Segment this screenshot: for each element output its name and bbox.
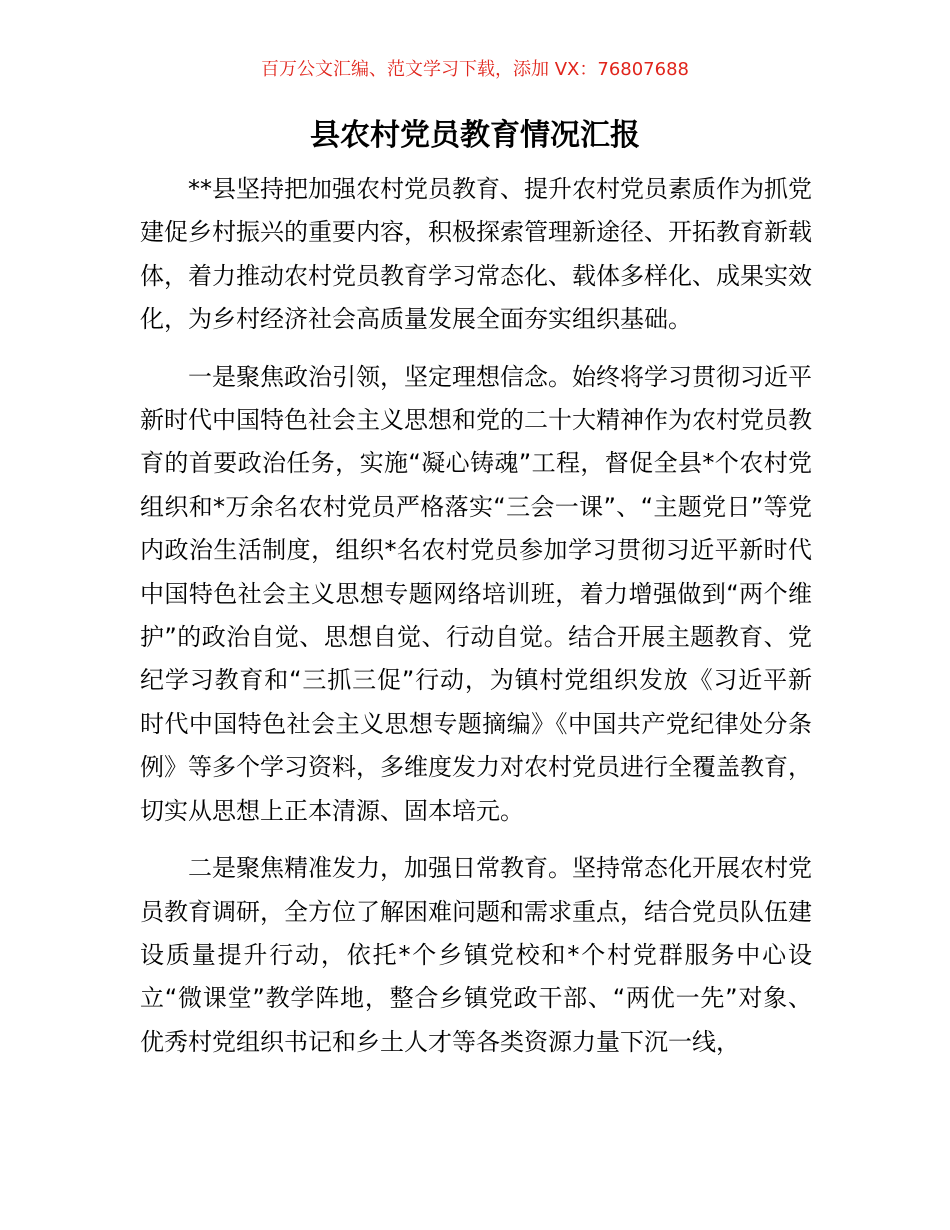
header-watermark: 百万公文汇编、范文学习下载，添加 VX：76807688 xyxy=(261,59,689,80)
document-title: 县农村党员教育情况汇报 xyxy=(310,118,640,153)
paragraph-section-2: 二是聚焦精准发力，加强日常教育。坚持常态化开展农村党员教育调研，全方位了解困难问题和需求重点，结合党员队伍建设质量提升行动，依托*个乡镇党校和*个村党群服务中心设立“微课堂”教学阵地，整合乡镇党政干部、“两优一先”对象、优秀村党组织书记和乡土人才等各类资源力量下沉一线， xyxy=(140,854,812,1056)
paragraph-section-1: 一是聚焦政治引领，坚定理想信念。始终将学习贯彻习近平新时代中国特色社会主义思想和党的二十大精神作为农村党员教育的首要政治任务，实施“凝心铸魂”工程，督促全县*个农村党组织和*万余名农村党员严格落实“三会一课”、“主题党日”等党内政治生活制度，组织*名农村党员参加学习贯彻习近平新时代中国特色社会主义思想专题网络培训班，着力增强做到“两个维护”的政治自觉、思想自觉、行动自觉。结合开展主题教育、党纪学习教育和“三抓三促”行动，为镇村党组织发放《习近平新时代中国特色社会主义思想专题摘编》《中国共产党纪律处分条例》等多个学习资料，多维度发力对农村党员进行全覆盖教育，切实从思想上正本清源、固本培元。 xyxy=(140,362,812,825)
document-body xyxy=(140,168,812,1078)
paragraph-intro: **县坚持把加强农村党员教育、提升农村党员素质作为抓党建促乡村振兴的重要内容，积极探索管理新途径、开拓教育新载体，着力推动农村党员教育学习常态化、载体多样化、成果实效化，为乡村经济社会高质量发展全面夯实组织基础。 xyxy=(140,175,812,334)
